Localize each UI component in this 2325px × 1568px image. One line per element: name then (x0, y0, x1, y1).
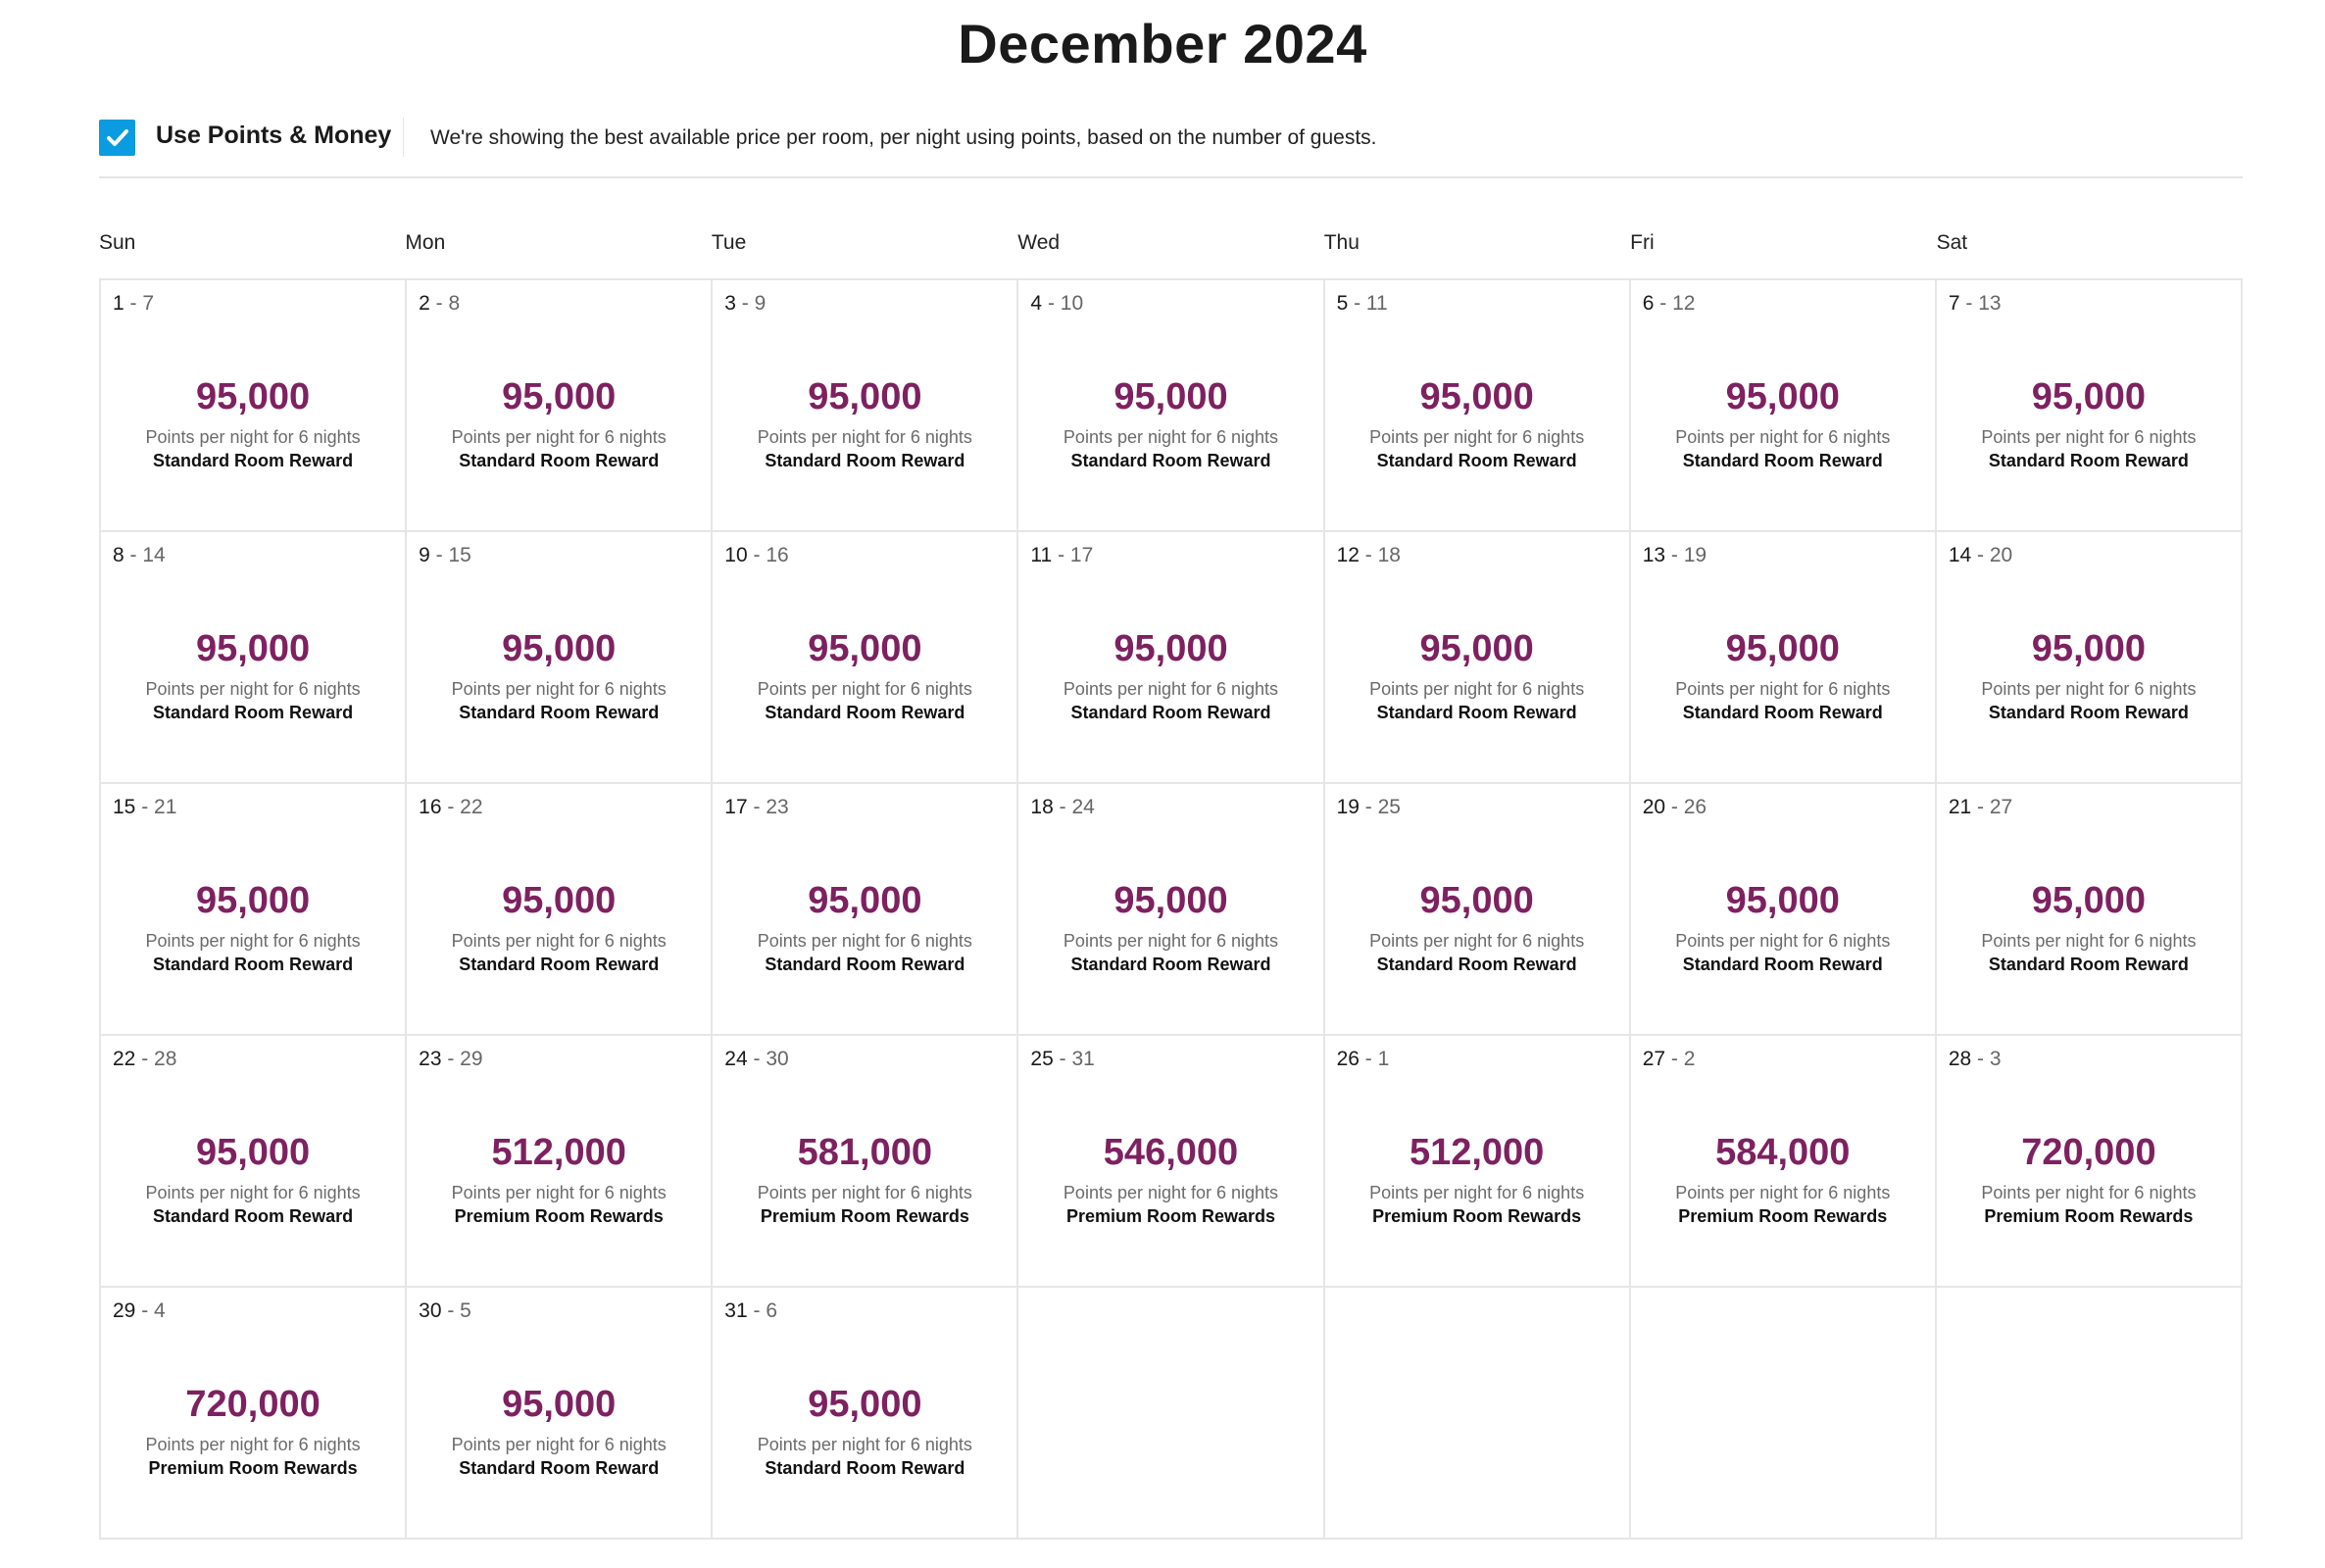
reward-type: Standard Room Reward (765, 703, 965, 722)
date-separator: - (1348, 292, 1366, 315)
use-points-money-checkbox[interactable] (99, 120, 135, 156)
points-price: 95,000 (195, 1132, 311, 1173)
points-price: 95,000 (1725, 880, 1840, 921)
date-separator: - (1359, 796, 1378, 818)
reward-type: Premium Room Rewards (1065, 1206, 1276, 1226)
points-note: Points per night for 6 nights (1063, 679, 1279, 699)
points-note: Points per night for 6 nights (1063, 931, 1279, 951)
end-date: 8 (448, 292, 461, 315)
calendar-cell[interactable] (1325, 1036, 1631, 1288)
date-separator: - (1052, 544, 1070, 566)
start-date: 25 (1030, 1048, 1054, 1070)
calendar-cell[interactable] (101, 1036, 407, 1288)
date-range (419, 1299, 471, 1323)
calendar-cell[interactable] (1018, 532, 1324, 784)
points-price: 95,000 (808, 628, 922, 669)
date-separator: - (124, 544, 143, 566)
calendar-cell[interactable] (1631, 784, 1937, 1036)
end-date: 24 (1071, 796, 1095, 818)
date-separator: - (747, 1048, 767, 1070)
start-date: 23 (419, 1048, 442, 1070)
date-separator: - (1971, 796, 1990, 818)
checkmark-icon (106, 128, 129, 148)
points-note: Points per night for 6 nights (1369, 931, 1585, 951)
calendar-cell[interactable] (407, 784, 713, 1036)
end-date: 22 (460, 796, 483, 818)
points-note: Points per night for 6 nights (1675, 931, 1891, 951)
start-date: 31 (724, 1299, 748, 1322)
points-note: Points per night for 6 nights (1369, 1183, 1585, 1202)
points-note: Points per night for 6 nights (757, 1183, 972, 1202)
date-separator: - (1665, 1048, 1684, 1070)
points-note: Points per night for 6 nights (1981, 427, 2197, 447)
points-price: 95,000 (1725, 628, 1840, 669)
calendar-cell[interactable] (1325, 532, 1631, 784)
calendar-cell[interactable] (713, 1036, 1018, 1288)
end-date: 6 (766, 1299, 777, 1322)
date-range (419, 1048, 482, 1071)
start-date: 29 (113, 1299, 136, 1322)
weekday-sat: Sat (1936, 231, 1968, 254)
points-note: Points per night for 6 nights (451, 427, 667, 447)
start-date: 9 (419, 544, 430, 566)
date-separator: - (135, 1048, 155, 1070)
points-price: 512,000 (491, 1132, 626, 1173)
date-range (1030, 544, 1093, 567)
weekday-thu: Thu (1323, 231, 1360, 254)
reward-type: Premium Room Rewards (454, 1206, 664, 1226)
start-date: 8 (113, 544, 124, 566)
calendar-cell[interactable] (1937, 532, 2243, 784)
date-range (113, 796, 176, 819)
calendar-cell[interactable] (713, 1288, 1018, 1540)
points-price: 720,000 (2021, 1132, 2156, 1173)
points-note: Points per night for 6 nights (1675, 1183, 1891, 1202)
reward-type: Standard Room Reward (1682, 451, 1883, 470)
points-note: Points per night for 6 nights (1063, 427, 1279, 447)
date-range (1030, 292, 1083, 316)
reward-type: Standard Room Reward (1988, 955, 2189, 974)
end-date: 25 (1377, 796, 1401, 818)
points-price: 95,000 (1419, 628, 1534, 669)
points-price: 95,000 (1113, 628, 1228, 669)
points-note: Points per night for 6 nights (757, 427, 972, 447)
start-date: 28 (1948, 1048, 1972, 1070)
end-date: 12 (1672, 292, 1696, 315)
start-date: 13 (1642, 544, 1666, 566)
points-price: 581,000 (797, 1132, 933, 1173)
end-date: 13 (1978, 292, 2002, 315)
start-date: 17 (724, 796, 748, 818)
start-date: 30 (419, 1299, 442, 1322)
start-date: 20 (1642, 796, 1666, 818)
points-toolbar (99, 120, 2243, 178)
points-price: 95,000 (808, 880, 922, 921)
calendar-cell[interactable] (1937, 280, 2243, 532)
date-range (1337, 796, 1401, 819)
points-price: 95,000 (502, 880, 617, 921)
date-separator: - (1053, 796, 1072, 818)
reward-type: Standard Room Reward (459, 703, 660, 722)
weekday-tue: Tue (711, 231, 747, 254)
start-date: 22 (113, 1048, 136, 1070)
calendar-cell[interactable] (1018, 784, 1324, 1036)
points-note: Points per night for 6 nights (451, 931, 667, 951)
date-range (724, 1048, 788, 1071)
points-price: 95,000 (1725, 376, 1840, 417)
reward-type: Standard Room Reward (153, 955, 354, 974)
points-price: 95,000 (1113, 880, 1228, 921)
reward-type: Standard Room Reward (1070, 703, 1271, 722)
calendar-cell[interactable] (407, 280, 713, 532)
date-separator: - (1665, 796, 1684, 818)
points-note: Points per night for 6 nights (1981, 1183, 2197, 1202)
reward-type: Standard Room Reward (765, 955, 965, 974)
weekday-header (99, 231, 2243, 255)
date-range (113, 292, 154, 316)
reward-type: Standard Room Reward (153, 451, 354, 470)
calendar-cell[interactable] (407, 1288, 713, 1540)
date-range (1337, 544, 1401, 567)
start-date: 1 (113, 292, 124, 315)
date-range (1030, 1048, 1094, 1071)
points-note: Points per night for 6 nights (1675, 427, 1891, 447)
points-note: Points per night for 6 nights (145, 679, 361, 699)
date-range (113, 1048, 176, 1071)
points-note: Points per night for 6 nights (451, 1435, 667, 1454)
calendar-cell[interactable] (407, 1036, 713, 1288)
date-range (1949, 1048, 2002, 1071)
date-separator: - (1665, 544, 1684, 566)
date-range (419, 544, 471, 567)
start-date: 26 (1336, 1048, 1360, 1070)
date-range (419, 292, 460, 316)
calendar-cell[interactable] (1631, 1036, 1937, 1288)
calendar-cell[interactable] (1018, 280, 1324, 532)
reward-type: Standard Room Reward (1070, 955, 1271, 974)
date-range (1337, 292, 1388, 316)
points-note: Points per night for 6 nights (145, 1435, 361, 1454)
end-date: 9 (754, 292, 767, 315)
end-date: 1 (1377, 1048, 1390, 1070)
page-title: December 2024 (958, 13, 1367, 74)
points-price: 546,000 (1103, 1132, 1239, 1173)
points-note: Points per night for 6 nights (1675, 679, 1891, 699)
points-note: Points per night for 6 nights (757, 1435, 972, 1454)
reward-type: Premium Room Rewards (1984, 1206, 2194, 1226)
date-separator: - (441, 1048, 461, 1070)
date-separator: - (124, 292, 143, 315)
weekday-fri: Fri (1630, 231, 1655, 254)
date-separator: - (1971, 544, 1990, 566)
start-date: 5 (1336, 292, 1349, 315)
empty-cell (1937, 1288, 2243, 1540)
end-date: 11 (1365, 292, 1388, 315)
date-range (113, 1299, 166, 1323)
calendar-cell[interactable] (1937, 1036, 2243, 1288)
reward-type: Standard Room Reward (1376, 703, 1577, 722)
end-date: 2 (1683, 1048, 1696, 1070)
points-note: Points per night for 6 nights (145, 427, 361, 447)
calendar-grid (99, 278, 2243, 1540)
date-separator: - (429, 544, 449, 566)
reward-type: Standard Room Reward (153, 703, 354, 722)
start-date: 24 (724, 1048, 748, 1070)
end-date: 26 (1683, 796, 1707, 818)
pricing-info-text: We're showing the best available price per room, per night using points, based on the number of guests. (430, 126, 1377, 149)
reward-type: Standard Room Reward (459, 451, 660, 470)
start-date: 11 (1030, 544, 1053, 566)
reward-type: Standard Room Reward (765, 451, 965, 470)
date-range (724, 544, 788, 567)
points-note: Points per night for 6 nights (145, 1183, 361, 1202)
date-separator: - (441, 796, 461, 818)
end-date: 28 (154, 1048, 177, 1070)
date-separator: - (747, 544, 767, 566)
points-price: 95,000 (195, 880, 311, 921)
date-range (724, 796, 788, 819)
start-date: 2 (419, 292, 430, 315)
calendar-cell[interactable] (101, 1288, 407, 1540)
start-date: 15 (113, 796, 136, 818)
calendar-cell[interactable] (101, 280, 407, 532)
reward-type: Standard Room Reward (1070, 451, 1271, 470)
points-price: 95,000 (2031, 880, 2147, 921)
points-note: Points per night for 6 nights (1369, 427, 1585, 447)
end-date: 18 (1377, 544, 1401, 566)
date-range (1949, 544, 2012, 567)
points-price: 720,000 (185, 1384, 321, 1425)
date-range (419, 796, 482, 819)
calendar-cell[interactable] (1018, 1036, 1324, 1288)
points-price: 95,000 (1113, 376, 1228, 417)
start-date: 21 (1948, 796, 1972, 818)
points-note: Points per night for 6 nights (1369, 679, 1585, 699)
weekday-wed: Wed (1017, 231, 1061, 254)
end-date: 29 (460, 1048, 483, 1070)
points-price: 95,000 (1419, 880, 1534, 921)
calendar-cell[interactable] (407, 532, 713, 784)
divider (403, 118, 404, 157)
calendar-cell[interactable] (1631, 532, 1937, 784)
date-separator: - (1959, 292, 1979, 315)
calendar-cell[interactable] (1937, 784, 2243, 1036)
reward-type: Standard Room Reward (459, 1458, 660, 1478)
points-note: Points per night for 6 nights (1981, 931, 2197, 951)
date-range (1949, 796, 2012, 819)
date-separator: - (135, 1299, 155, 1322)
weekday-mon: Mon (405, 231, 446, 254)
points-price: 95,000 (808, 1384, 922, 1425)
date-range (1949, 292, 2002, 316)
end-date: 19 (1683, 544, 1707, 566)
date-range (1643, 544, 1707, 567)
end-date: 20 (1989, 544, 2013, 566)
end-date: 21 (154, 796, 177, 818)
calendar-cell[interactable] (713, 532, 1018, 784)
date-separator: - (1971, 1048, 1990, 1070)
points-price: 95,000 (195, 376, 311, 417)
empty-cell (1631, 1288, 1937, 1540)
end-date: 23 (766, 796, 789, 818)
date-range (1643, 796, 1707, 819)
date-range (1643, 292, 1696, 316)
reward-type: Standard Room Reward (1376, 955, 1577, 974)
points-price: 95,000 (2031, 628, 2147, 669)
end-date: 10 (1060, 292, 1084, 315)
reward-type: Standard Room Reward (459, 955, 660, 974)
reward-type: Standard Room Reward (1988, 451, 2189, 470)
date-separator: - (1359, 1048, 1378, 1070)
reward-type: Standard Room Reward (1376, 451, 1577, 470)
end-date: 17 (1069, 544, 1094, 566)
calendar-cell[interactable] (101, 784, 407, 1036)
points-price: 95,000 (1419, 376, 1534, 417)
reward-type: Premium Room Rewards (148, 1458, 358, 1478)
date-separator: - (747, 1299, 767, 1322)
start-date: 27 (1642, 1048, 1666, 1070)
date-separator: - (747, 796, 767, 818)
start-date: 16 (419, 796, 442, 818)
reward-type: Standard Room Reward (153, 1206, 354, 1226)
date-separator: - (1053, 1048, 1072, 1070)
points-note: Points per night for 6 nights (1981, 679, 2197, 699)
reward-type: Standard Room Reward (1682, 955, 1883, 974)
reward-type: Premium Room Rewards (760, 1206, 969, 1226)
weekday-sun: Sun (99, 231, 136, 254)
end-date: 4 (154, 1299, 166, 1322)
reward-type: Standard Room Reward (1988, 703, 2189, 722)
end-date: 15 (448, 544, 471, 566)
start-date: 18 (1030, 796, 1054, 818)
calendar-cell[interactable] (101, 532, 407, 784)
date-range (1030, 796, 1094, 819)
calendar-cell[interactable] (713, 280, 1018, 532)
points-price: 512,000 (1409, 1132, 1545, 1173)
points-note: Points per night for 6 nights (145, 931, 361, 951)
reward-type: Premium Room Rewards (1678, 1206, 1888, 1226)
points-price: 95,000 (2031, 376, 2147, 417)
points-note: Points per night for 6 nights (451, 1183, 667, 1202)
date-separator: - (735, 292, 755, 315)
calendar-cell[interactable] (1631, 280, 1937, 532)
start-date: 4 (1030, 292, 1043, 315)
points-price: 584,000 (1715, 1132, 1851, 1173)
points-note: Points per night for 6 nights (757, 931, 972, 951)
date-range (113, 544, 166, 567)
date-range (724, 292, 766, 316)
points-price: 95,000 (502, 628, 617, 669)
start-date: 12 (1336, 544, 1360, 566)
date-separator: - (1042, 292, 1061, 315)
points-price: 95,000 (502, 1384, 617, 1425)
date-separator: - (441, 1299, 461, 1322)
start-date: 14 (1948, 544, 1972, 566)
use-points-money-label[interactable]: Use Points & Money (156, 122, 392, 149)
end-date: 27 (1989, 796, 2013, 818)
start-date: 7 (1948, 292, 1960, 315)
reward-type: Standard Room Reward (1682, 703, 1883, 722)
end-date: 3 (1989, 1048, 2002, 1070)
points-note: Points per night for 6 nights (1063, 1183, 1279, 1202)
points-price: 95,000 (195, 628, 311, 669)
end-date: 16 (766, 544, 789, 566)
calendar-cell[interactable] (1325, 784, 1631, 1036)
points-price: 95,000 (808, 376, 922, 417)
reward-type: Standard Room Reward (765, 1458, 965, 1478)
calendar-cell[interactable] (1325, 280, 1631, 532)
reward-type: Premium Room Rewards (1372, 1206, 1582, 1226)
date-separator: - (1654, 292, 1673, 315)
start-date: 19 (1336, 796, 1360, 818)
date-range (724, 1299, 777, 1323)
start-date: 3 (724, 292, 736, 315)
start-date: 6 (1642, 292, 1655, 315)
date-range (1643, 1048, 1696, 1071)
points-note: Points per night for 6 nights (451, 679, 667, 699)
date-separator: - (429, 292, 449, 315)
points-price: 95,000 (502, 376, 617, 417)
date-separator: - (1359, 544, 1378, 566)
calendar-cell[interactable] (713, 784, 1018, 1036)
points-note: Points per night for 6 nights (757, 679, 972, 699)
empty-cell (1018, 1288, 1324, 1540)
start-date: 10 (724, 544, 748, 566)
end-date: 5 (460, 1299, 471, 1322)
date-separator: - (135, 796, 155, 818)
empty-cell (1325, 1288, 1631, 1540)
end-date: 31 (1071, 1048, 1095, 1070)
date-range (1337, 1048, 1390, 1071)
end-date: 30 (766, 1048, 789, 1070)
end-date: 14 (142, 544, 166, 566)
end-date: 7 (142, 292, 155, 315)
